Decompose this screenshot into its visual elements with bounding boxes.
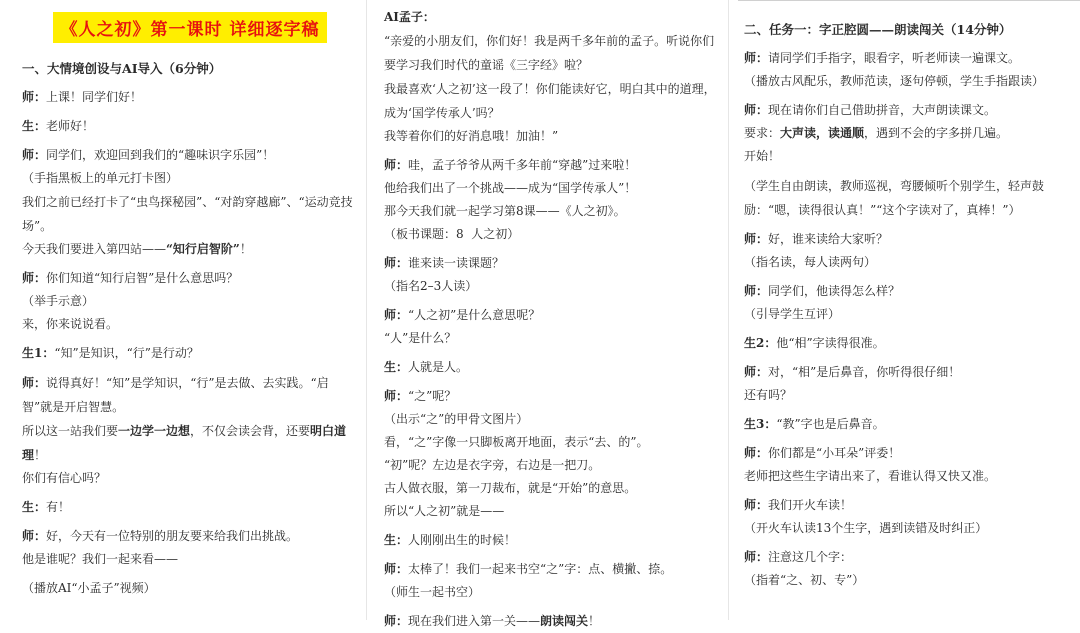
speaker: 师： [384, 389, 409, 403]
line-text: 你们都是“小耳朵”评委！ [768, 446, 901, 460]
stage-direction: （播放古风配乐，教师范读，逐句停顿，学生手指跟读） [744, 74, 1045, 88]
speaker: 师： [22, 529, 47, 543]
speaker: 师： [384, 308, 409, 322]
line-text: 哇，孟子爷爷从两千多年前“穿越”过来啦！ [408, 158, 637, 172]
stage-direction: （师生一起书空） [384, 585, 481, 599]
speaker: 生： [384, 533, 409, 547]
narration-line: “初”呢？左边是衣字旁，右边是一把刀。 [384, 458, 601, 472]
line-text: 现在我们进入第一关—— [408, 614, 541, 628]
line-text: 好，谁来读给大家听？ [768, 232, 889, 246]
line-text: 太棒了！我们一起来书空“之”字：点、横撇、捺。 [408, 562, 673, 576]
emphasis-text: 一边学一边想 [118, 424, 191, 438]
narration-line: 老师把这些生字请出来了，看谁认得又快又准。 [744, 469, 997, 483]
speaker: 师： [744, 550, 769, 564]
speaker: 生3： [744, 417, 777, 431]
narration-line [22, 238, 358, 261]
stage-direction: （学生自由朗读，教师巡视，弯腰倾听个别学生，轻声鼓励：“嗯，读得很认真！”“这个字读对了，真棒！”） [744, 179, 1045, 217]
speaker: 师： [384, 256, 409, 270]
narration-line: “人”是什么？ [384, 331, 457, 345]
narration-line: 来，你来说说看。 [22, 317, 119, 331]
narration-line: 古人做衣服，第一刀裁布，就是“开始”的意思。 [384, 481, 637, 495]
title-wrap [22, 12, 358, 43]
dialogue-line [744, 442, 1074, 465]
line-text: 谁来读一读课题？ [408, 256, 505, 270]
dialogue-line [22, 525, 358, 548]
line-text: 要求： [744, 126, 781, 140]
narration-line: 开始！ [744, 149, 781, 163]
speaker: 生： [22, 119, 47, 133]
dialogue-line [384, 558, 718, 581]
narration-line: 还有吗？ [744, 388, 793, 402]
speaker: 生： [384, 360, 409, 374]
dialogue-line [22, 371, 358, 419]
ai-speech: 我等着你们的好消息哦！加油！” [384, 129, 559, 143]
speaker: 师： [22, 271, 47, 285]
dialogue-line [744, 413, 1074, 436]
section-heading-2: 二、任务一：字正腔圆——朗读闯关（14分钟） [744, 22, 1012, 37]
line-text: 你们知道“知行启智”是什么意思吗？ [46, 271, 239, 285]
emphasis-text: “知行启智阶” [166, 242, 240, 256]
speaker: 生： [22, 500, 47, 514]
speaker: 生2： [744, 336, 777, 350]
narration-line [744, 122, 1074, 145]
speaker: 师： [744, 446, 769, 460]
stage-direction: （开火车认读13个生字，遇到读错及时纠正） [744, 521, 988, 535]
dialogue-line [744, 494, 1074, 517]
narration-line: 看，“之”字像一只脚板离开地面，表示“去、的”。 [384, 435, 649, 449]
stage-direction: （指着“之、初、专”） [744, 573, 865, 587]
ai-speech: “亲爱的小朋友们，你们好！我是两千多年前的孟子。听说你们要学习我们时代的童谣《三字经》啦？ [384, 34, 715, 72]
speaker: 师： [22, 148, 47, 162]
speaker: 师： [384, 614, 409, 628]
speaker: 师： [384, 562, 409, 576]
speaker: 师： [744, 51, 769, 65]
line-text: 上课！同学们好！ [46, 90, 143, 104]
line-text: 有！ [46, 500, 71, 514]
speaker: 师： [22, 376, 47, 390]
speaker: 师： [744, 498, 769, 512]
dialogue-line [384, 304, 718, 327]
stage-direction: （指名读，每人读两句） [744, 255, 877, 269]
dialogue-line [22, 144, 358, 167]
dialogue-line [384, 356, 718, 379]
dialogue-line [22, 342, 358, 365]
dialogue-line [22, 86, 358, 109]
line-text: 今天我们要进入第四站—— [22, 242, 167, 256]
line-text: ！ [34, 448, 47, 462]
stage-direction: （板书课题：8 人之初） [384, 227, 520, 241]
stage-direction: （手指黑板上的单元打卡图） [22, 171, 179, 185]
speaker: 生1： [22, 346, 55, 360]
line-text: 注意这几个字： [768, 550, 853, 564]
line-text: “之”呢？ [408, 389, 457, 403]
line-text: 同学们，欢迎回到我们的“趣味识字乐园”！ [46, 148, 275, 162]
narration-line: 我们之前已经打卡了“虫鸟探秘园”、“对韵穿越廊”、“运动竞技场”。 [22, 195, 353, 233]
narration-line: 他给我们出了一个挑战——成为“国学传承人”！ [384, 181, 637, 195]
narration-line: 他是谁呢？我们一起来看—— [22, 552, 179, 566]
stage-direction: （出示“之”的甲骨文图片） [384, 412, 529, 426]
stage-direction: （引导学生互评） [744, 307, 841, 321]
narration-line [22, 419, 358, 467]
line-text: 现在请你们自己借助拼音，大声朗读课文。 [768, 103, 997, 117]
dialogue-line [744, 332, 1074, 355]
line-text: 说得真好！“知”是学知识，“行”是去做、去实践。“启智”就是开启智慧。 [22, 376, 329, 414]
column-3 [728, 0, 1080, 620]
line-text: 同学们，他读得怎么样？ [768, 284, 901, 298]
ai-speech: 我最喜欢‘人之初’这一段了！你们能读好它，明白其中的道理，成为‘国学传承人’吗？ [384, 82, 716, 120]
dialogue-line [22, 267, 358, 290]
speaker-heading: AI孟子： [384, 10, 435, 24]
line-text: 对，“相”是后鼻音，你听得很仔细！ [768, 365, 961, 379]
narration-line: 你们有信心吗？ [22, 471, 107, 485]
speaker: 师： [744, 365, 769, 379]
emphasis-text: 朗读闯关 [540, 614, 589, 628]
line-text: 请同学们手指字，眼看字，听老师读一遍课文。 [768, 51, 1021, 65]
dialogue-line [744, 361, 1074, 384]
dialogue-line [744, 99, 1074, 122]
speaker: 师： [384, 158, 409, 172]
dialogue-line [22, 496, 358, 519]
stage-direction: （指名2–3人读） [384, 279, 478, 293]
narration-line: 那今天我们就一起学习第8课——《人之初》。 [384, 204, 626, 218]
narration-line: 所以“人之初”就是—— [384, 504, 505, 518]
line-text: 我们开火车读！ [768, 498, 853, 512]
line-text: 人就是人。 [408, 360, 469, 374]
dialogue-line [384, 529, 718, 552]
line-text: “知”是知识，“行”是行动？ [54, 346, 199, 360]
line-text: 老师好！ [46, 119, 95, 133]
speaker: 师： [744, 232, 769, 246]
dialogue-line [744, 280, 1074, 303]
dialogue-line [744, 546, 1074, 569]
line-text: 好，今天有一位特别的朋友要来给我们出挑战。 [46, 529, 299, 543]
dialogue-line [384, 385, 718, 408]
emphasis-text: 大声读，读通顺 [780, 126, 865, 140]
line-text: “教”字也是后鼻音。 [776, 417, 885, 431]
dialogue-line [22, 115, 358, 138]
line-text: ，遇到不会的字多拼几遍。 [864, 126, 1009, 140]
section-heading-1: 一、大情境创设与AI导入（6分钟） [22, 61, 222, 76]
line-text: ！ [239, 242, 252, 256]
line-text: 人刚刚出生的时候！ [408, 533, 517, 547]
dialogue-line [744, 228, 1074, 251]
dialogue-line [384, 252, 718, 275]
line-text: 他“相”字读得很准。 [776, 336, 885, 350]
emphasis-text: 明白道理 [22, 424, 347, 462]
dialogue-line [384, 154, 718, 177]
stage-direction: （播放AI“小孟子”视频） [22, 581, 156, 595]
dialogue-line [744, 47, 1074, 70]
line-text: “人之初”是什么意思呢？ [408, 308, 541, 322]
line-text: 所以这一站我们要 [22, 424, 119, 438]
column-1 [0, 0, 368, 620]
dialogue-line [384, 610, 718, 633]
speaker: 师： [744, 284, 769, 298]
stage-direction: （举手示意） [22, 294, 95, 308]
speaker: 师： [22, 90, 47, 104]
line-text: ，不仅会读会背，还要 [190, 424, 311, 438]
document-title: 《人之初》第一课时 详细逐字稿 [53, 12, 328, 43]
column-2 [368, 0, 728, 628]
line-text: ！ [588, 614, 601, 628]
speaker: 师： [744, 103, 769, 117]
